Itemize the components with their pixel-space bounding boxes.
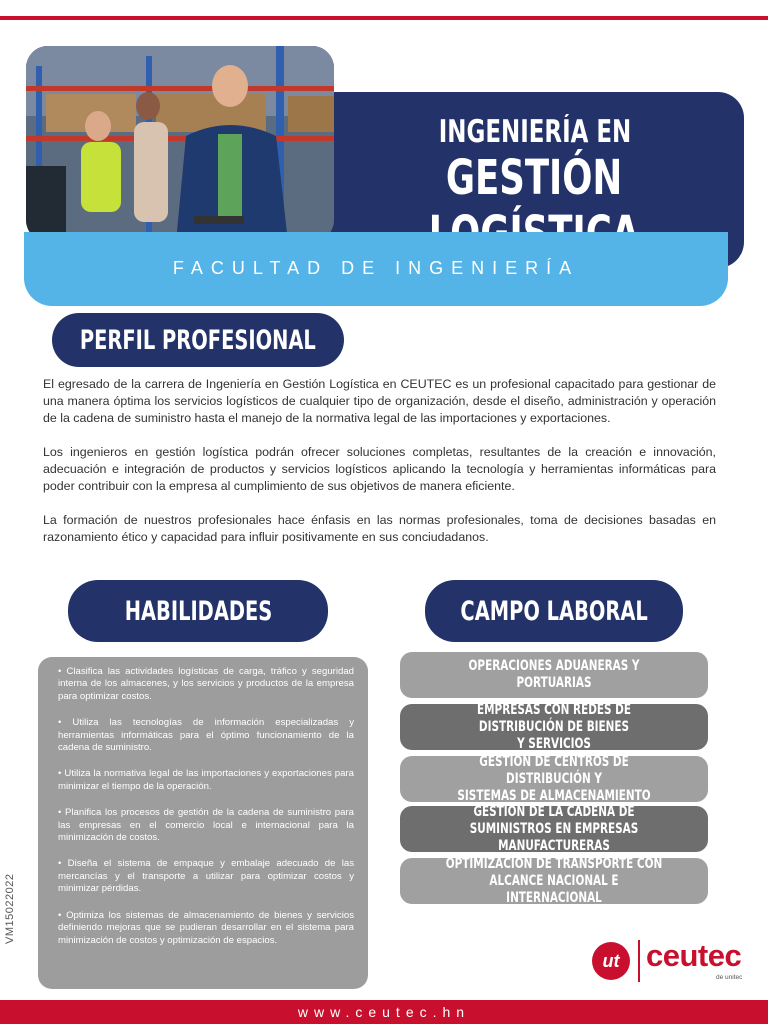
skill-item: • Utiliza la normativa legal de las importaciones y exportaciones para minimizar el tiempo de la operación. [58, 768, 354, 792]
logo-divider [638, 940, 640, 982]
profile-heading [52, 313, 344, 367]
footer-bar [0, 1000, 768, 1024]
skill-item: • Clasifica las actividades logísticas de carga, tráfico y seguridad interna de los almacenes, y los servicios y productos de la empresa para optimizar costos. [58, 666, 354, 702]
footer-url-link[interactable]: www.ceutec.hn [297, 1004, 471, 1020]
career-item-label: OPERACIONES ADUANERAS Y PORTUARIAS [468, 658, 640, 691]
profile-body [43, 376, 716, 563]
logo-subtitle: de unitec [716, 974, 743, 981]
profile-heading-text: PERFIL PROFESIONAL [80, 324, 316, 356]
profile-paragraph: La formación de nuestros profesionales hace énfasis en las normas profesionales, toma de decisiones basadas en razonamiento ético y capacidad para influir positivamente en sus conciudadanos. [43, 513, 716, 544]
profile-paragraph: El egresado de la carrera de Ingeniería en Gestión Logística en CEUTEC es un profesional capacitado para gestionar de una manera óptima los servicios logísticos de cualquier tipo de organización, desde el diseño, administración y operación de la cadena de suministro hasta el manejo de la normativa legal de las importaciones y exportaciones. [43, 377, 716, 425]
skills-panel [38, 657, 368, 989]
faculty-label: FACULTAD DE INGENIERÍA [172, 258, 580, 278]
skill-item: • Planifica los procesos de gestión de la cadena de suministro para las empresas en el comercio local e internacional para la minimización de costos. [58, 807, 354, 844]
career-item-label: GESTIÓN DE CENTROS DE DISTRIBUCIÓN Y SISTEMAS DE ALMACENAMIENTO [457, 753, 651, 804]
page-title-line2: GESTIÓN [445, 150, 623, 206]
skill-item: • Diseña el sistema de empaque y embalaje adecuado de las mercancías y el transporte a utilizar para optimizar costos y minimizar pérdidas. [58, 858, 354, 895]
career-item-label: OPTIMIZACIÓN DE TRANSPORTE CON ALCANCE NACIONAL E INTERNACIONAL [445, 855, 663, 906]
hero-photo [26, 46, 334, 242]
career-item-redes-distribucion [400, 701, 708, 752]
logo-mark-icon: ut [592, 942, 630, 980]
career-item-cadena-suministros [400, 803, 708, 854]
ceutec-logo [592, 938, 752, 990]
profile-paragraph: Los ingenieros en gestión logística podrán ofrecer soluciones completas, resultantes de la creación e innovación, adecuación e integración de productos y servicios logísticos aplicando la tecnología y herramientas informáticas para poder contribuir con la empresa al cumplimiento de sus objetivos de manera eficiente. [43, 445, 716, 493]
skill-item: • Optimiza los sistemas de almacenamiento de bienes y servicios definiendo mejoras que se pudieran desarrollar en el sistema para minimización de costos y optimización de espacios. [58, 909, 354, 946]
page-title-line1: INGENIERÍA EN [438, 114, 632, 150]
career-item-label: GESTIÓN DE LA CADENA DE SUMINISTROS EN EMPRESAS MANUFACTURERAS [469, 803, 639, 854]
career-item-transporte [400, 855, 708, 906]
top-red-rule [0, 16, 768, 20]
career-item-centros-distribucion [400, 753, 708, 804]
skills-heading-text: HABILIDADES [124, 595, 272, 627]
document-code: VM15022022 [4, 873, 16, 944]
logo-wordmark: ceutec [646, 938, 742, 973]
skill-item: • Utiliza las tecnologías de información especializadas y herramientas informáticas para el óptimo funcionamiento de la cadena de suministro. [58, 717, 354, 754]
career-item-label: EMPRESAS CON REDES DE DISTRIBUCIÓN DE BIENES Y SERVICIOS [477, 701, 631, 752]
career-item-aduaneras [400, 652, 708, 698]
career-heading-text: CAMPO LABORAL [460, 595, 648, 627]
skills-heading [68, 580, 328, 642]
career-heading [425, 580, 683, 642]
